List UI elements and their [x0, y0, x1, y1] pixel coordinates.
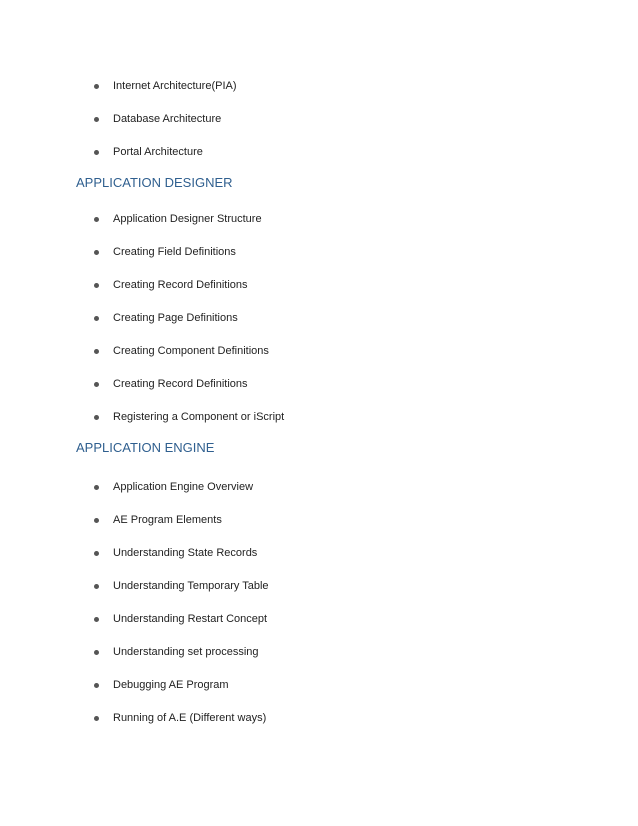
- list-item-text: Creating Record Definitions: [113, 378, 248, 390]
- list-item-text: Database Architecture: [113, 113, 222, 125]
- list-item: [94, 376, 248, 392]
- bullet-dot-icon: [94, 617, 99, 622]
- bullet-dot-icon: [94, 683, 99, 688]
- list-item-text: Registering a Component or iScript: [113, 411, 285, 423]
- bullet-dot-icon: [94, 316, 99, 321]
- list-item: [94, 545, 257, 561]
- bullet-dot-icon: [94, 150, 99, 155]
- list-item: [94, 111, 221, 127]
- list-item-text: AE Program Elements: [113, 514, 222, 526]
- list-item-text: Creating Record Definitions: [113, 279, 248, 291]
- bullet-dot-icon: [94, 117, 99, 122]
- list-item-text: Portal Architecture: [113, 146, 203, 158]
- list-item: [94, 211, 262, 227]
- list-item-text: Creating Field Definitions: [113, 246, 236, 258]
- bullet-dot-icon: [94, 584, 99, 589]
- bullet-dot-icon: [94, 349, 99, 354]
- list-item-text: Understanding Temporary Table: [113, 580, 269, 592]
- list-item: [94, 644, 259, 660]
- section-heading: APPLICATION ENGINE: [76, 440, 215, 455]
- list-item: [94, 578, 269, 594]
- list-item: [94, 611, 267, 627]
- bullet-dot-icon: [94, 551, 99, 556]
- bullet-dot-icon: [94, 84, 99, 89]
- list-item: [94, 310, 238, 326]
- bullet-dot-icon: [94, 250, 99, 255]
- list-item-text: Application Designer Structure: [113, 213, 262, 225]
- list-item: [94, 277, 248, 293]
- list-item-text: Understanding State Records: [113, 547, 258, 559]
- list-item-text: Understanding set processing: [113, 646, 259, 658]
- list-item-text: Creating Component Definitions: [113, 345, 269, 357]
- list-item: [94, 343, 269, 359]
- list-item: [94, 409, 284, 425]
- list-item: [94, 479, 253, 495]
- list-item-text: Internet Architecture(PIA): [113, 80, 237, 92]
- list-item: [94, 144, 203, 160]
- list-item-text: Understanding Restart Concept: [113, 613, 268, 625]
- list-item: [94, 78, 237, 94]
- section-heading: APPLICATION DESIGNER: [76, 175, 233, 190]
- list-item: [94, 710, 266, 726]
- bullet-dot-icon: [94, 650, 99, 655]
- bullet-dot-icon: [94, 283, 99, 288]
- bullet-dot-icon: [94, 217, 99, 222]
- list-item-text: Application Engine Overview: [113, 481, 254, 493]
- bullet-dot-icon: [94, 716, 99, 721]
- list-item: [94, 244, 236, 260]
- list-item-text: Debugging AE Program: [113, 679, 229, 691]
- bullet-dot-icon: [94, 415, 99, 420]
- list-item-text: Creating Page Definitions: [113, 312, 238, 324]
- bullet-dot-icon: [94, 485, 99, 490]
- bullet-dot-icon: [94, 518, 99, 523]
- list-item: [94, 677, 229, 693]
- bullet-dot-icon: [94, 382, 99, 387]
- list-item-text: Running of A.E (Different ways): [113, 712, 267, 724]
- list-item: [94, 512, 222, 528]
